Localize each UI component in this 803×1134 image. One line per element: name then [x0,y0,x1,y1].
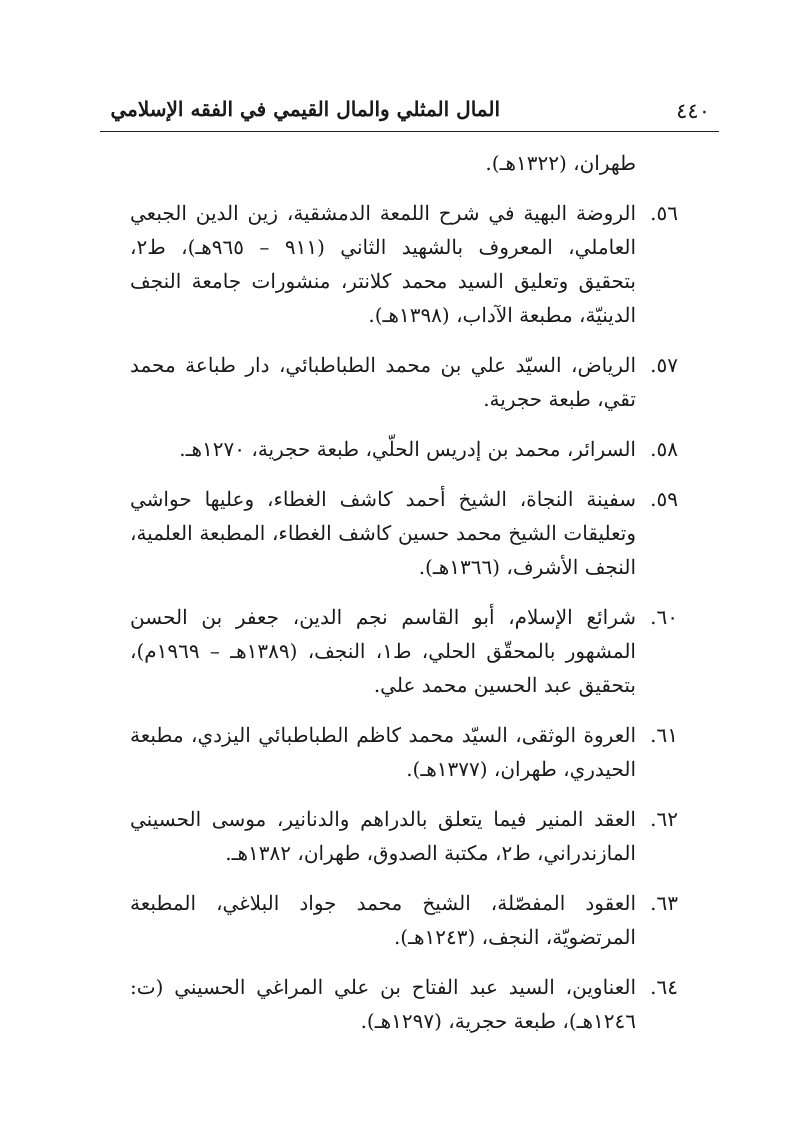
entry-text: السرائر، محمد بن إدريس الحلّي، طبعة حجرية، ١٢٧٠هـ. [179,437,636,461]
header-divider [100,131,719,132]
bibliography-entry-56 [130,196,678,332]
entry-text: العروة الوثقى، السيّد محمد كاظم الطباطبائي اليزدي، مطبعة الحيدري، طهران، (١٣٧٧هـ). [130,723,637,781]
bibliography-entry-61 [130,718,678,786]
page-header [100,95,710,129]
entry-number: ٦٠. [650,605,678,629]
entry-number: ٥٩. [650,487,678,511]
entry-text: الروضة البهية في شرح اللمعة الدمشقية، زين الدين الجبعي العاملي، المعروف بالشهيد الثاني (٩١١ – ٩٦٥هـ)، ط٢، بتحقيق وتعليق السيد محمد كلانتر، منشورات جامعة النجف الدينيّة، مطبعة الآداب، (١٣٩٨هـ). [130,201,636,327]
entry-number: ٥٦. [650,201,678,225]
entry-text: سفينة النجاة، الشيخ أحمد كاشف الغطاء، وعليها حواشي وتعليقات الشيخ محمد حسين كاشف الغطاء، المطبعة العلمية، النجف الأشرف، (١٣٦٦هـ). [130,487,636,579]
entry-number: ٥٧. [650,353,678,377]
entry-text: العناوين، السيد عبد الفتاح بن علي المراغي الحسيني (ت: ١٢٤٦هـ)، طبعة حجرية، (١٢٩٧هـ). [130,975,636,1033]
running-title: المال المثلي والمال القيمي في الفقه الإسلامي [110,97,500,121]
bibliography-entry-58 [130,432,678,466]
entry-text: العقد المنير فيما يتعلق بالدراهم والدنانير، موسى الحسيني المازندراني، ط٢، مكتبة الصدوق، طهران، ١٣٨٢هـ. [130,807,636,865]
bibliography-list [130,146,678,1038]
entry-number: ٦٤. [650,975,678,999]
entry-number: ٦١. [650,723,678,747]
bibliography-entry-63 [130,886,678,954]
bibliography-entry-64 [130,970,678,1038]
continued-entry-text: طهران، (١٣٢٢هـ). [485,151,636,175]
page-number: ٤٤٠ [676,99,710,123]
bibliography-entry-60 [130,600,678,702]
bibliography-entry-57 [130,348,678,416]
entry-number: ٦٣. [650,891,678,915]
entry-text: الرياض، السيّد علي بن محمد الطباطبائي، دار طباعة محمد تقي، طبعة حجرية. [130,353,636,411]
entry-text: العقود المفصّلة، الشيخ محمد جواد البلاغي، المطبعة المرتضويّة، النجف، (١٢٤٣هـ). [130,891,636,949]
bibliography-entry-62 [130,802,678,870]
entry-number: ٥٨. [650,437,678,461]
entry-text: شرائع الإسلام، أبو القاسم نجم الدين، جعفر بن الحسن المشهور بالمحقّق الحلي، ط١، النجف، (١٣٨٩هـ – ١٩٦٩م)، بتحقيق عبد الحسين محمد علي. [130,605,636,697]
bibliography-entry-59 [130,482,678,584]
entry-number: ٦٢. [650,807,678,831]
